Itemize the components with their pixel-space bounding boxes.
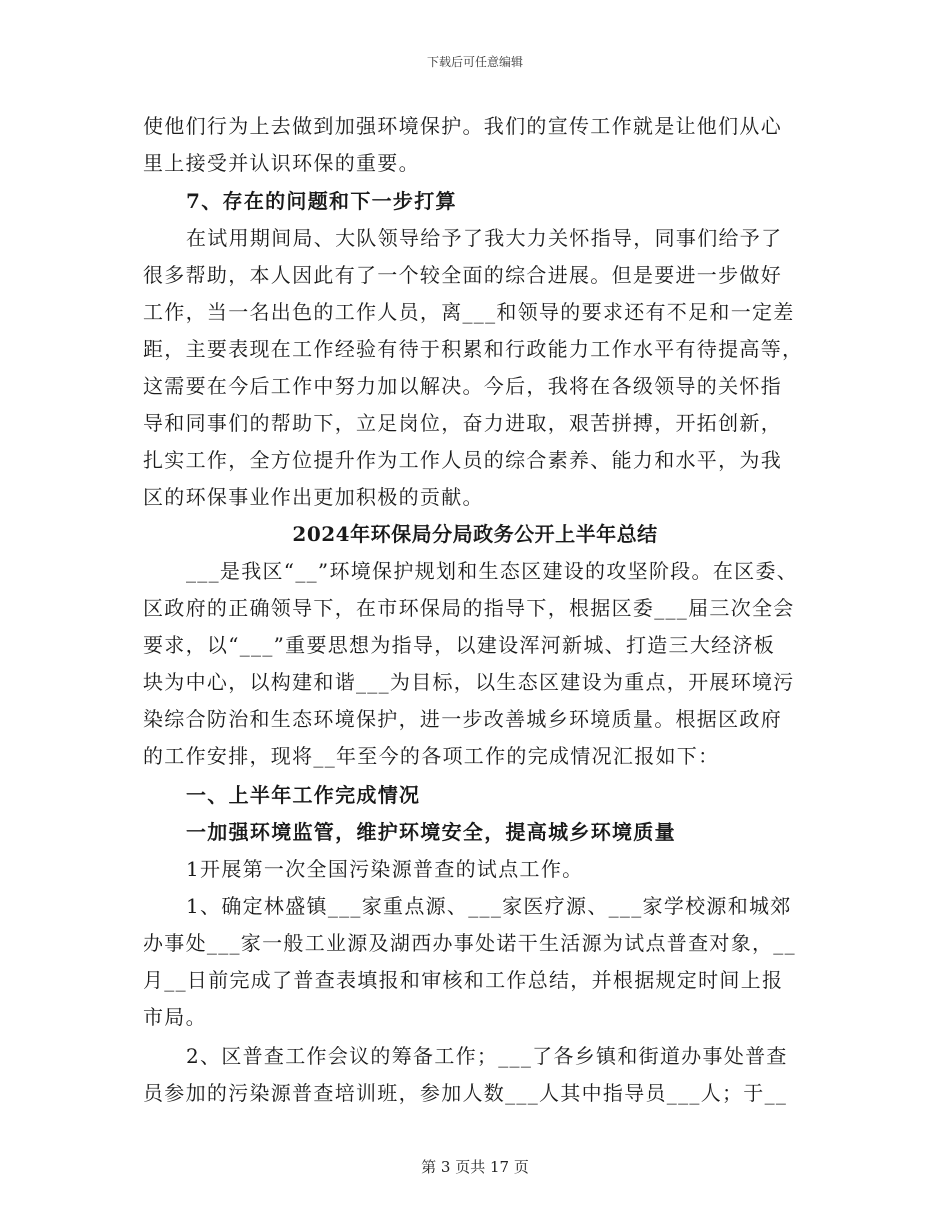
text-line: 在试用期间局、大队领导给予了我大力关怀指导，同事们给予了 — [186, 226, 783, 250]
text-line: 扎实工作，全方位提升作为工作人员的综合素养、能力和水平，为我 — [143, 448, 782, 472]
text-line: 染综合防治和生态环境保护，进一步改善城乡环境质量。根据区政府 — [143, 707, 782, 731]
text-line: 月__日前完成了普查表填报和审核和工作总结，并根据规定时间上报 — [143, 968, 784, 992]
section-heading: 7、存在的问题和下一步打算 — [186, 189, 457, 213]
text-line: 距，主要表现在工作经验有待于积累和行政能力工作水平有待提高等， — [143, 337, 804, 361]
page-footer: 第 3 页共 17 页 — [421, 1158, 529, 1176]
text-line: 块为中心，以构建和谐___为目标，以生态区建设为重点，开展环境污 — [143, 670, 795, 694]
text-line: 这需要在今后工作中努力加以解决。今后，我将在各级领导的关怀指 — [143, 374, 782, 398]
text-line: 区政府的正确领导下，在市环保局的指导下，根据区委___届三次全会 — [143, 596, 795, 620]
text-line: 2、区普查工作会议的筹备工作；___了各乡镇和街道办事处普查 — [186, 1044, 788, 1068]
text-line: ___是我区“__”环境保护规划和生态区建设的攻坚阶段。在区委、 — [186, 559, 799, 583]
text-line: 的工作安排，现将__年至今的各项工作的完成情况汇报如下： — [143, 744, 720, 768]
text-line: 1开展第一次全国污染源普查的试点工作。 — [186, 857, 584, 881]
page-header: 下载后可任意编辑 — [426, 55, 523, 69]
text-line: 里上接受并认识环保的重要。 — [143, 151, 420, 175]
text-line: 1、确定林盛镇___家重点源、___家医疗源、___家学校源和城郊 — [186, 894, 792, 918]
text-line: 很多帮助，本人因此有了一个较全面的综合进展。但是要进一步做好 — [143, 263, 782, 287]
text-line: 办事处___家一般工业源及湖西办事处诺干生活源为试点普查对象，__ — [143, 931, 796, 955]
text-line: 员参加的污染源普查培训班，参加人数___人其中指导员___人；于__ — [143, 1081, 788, 1105]
text-line: 市局。 — [143, 1005, 207, 1029]
section-heading: 一、上半年工作完成情况 — [186, 783, 421, 807]
text-line: 工作，当一名出色的工作人员，离___和领导的要求还有不足和一定差 — [143, 300, 795, 324]
text-line: 导和同事们的帮助下，立足岗位，奋力进取，艰苦拼搏，开拓创新， — [143, 411, 782, 435]
document-title: 2024年环保局分局政务公开上半年总结 — [292, 522, 658, 546]
text-line: 区的环保事业作出更加积极的贡献。 — [143, 485, 484, 509]
text-line: 要求，以“___”重要思想为指导，以建设浑河新城、打造三大经济板 — [143, 633, 776, 657]
subsection-heading: 一加强环境监管，维护环境安全，提高城乡环境质量 — [186, 820, 676, 844]
text-line: 使他们行为上去做到加强环境保护。我们的宣传工作就是让他们从心 — [143, 114, 782, 138]
